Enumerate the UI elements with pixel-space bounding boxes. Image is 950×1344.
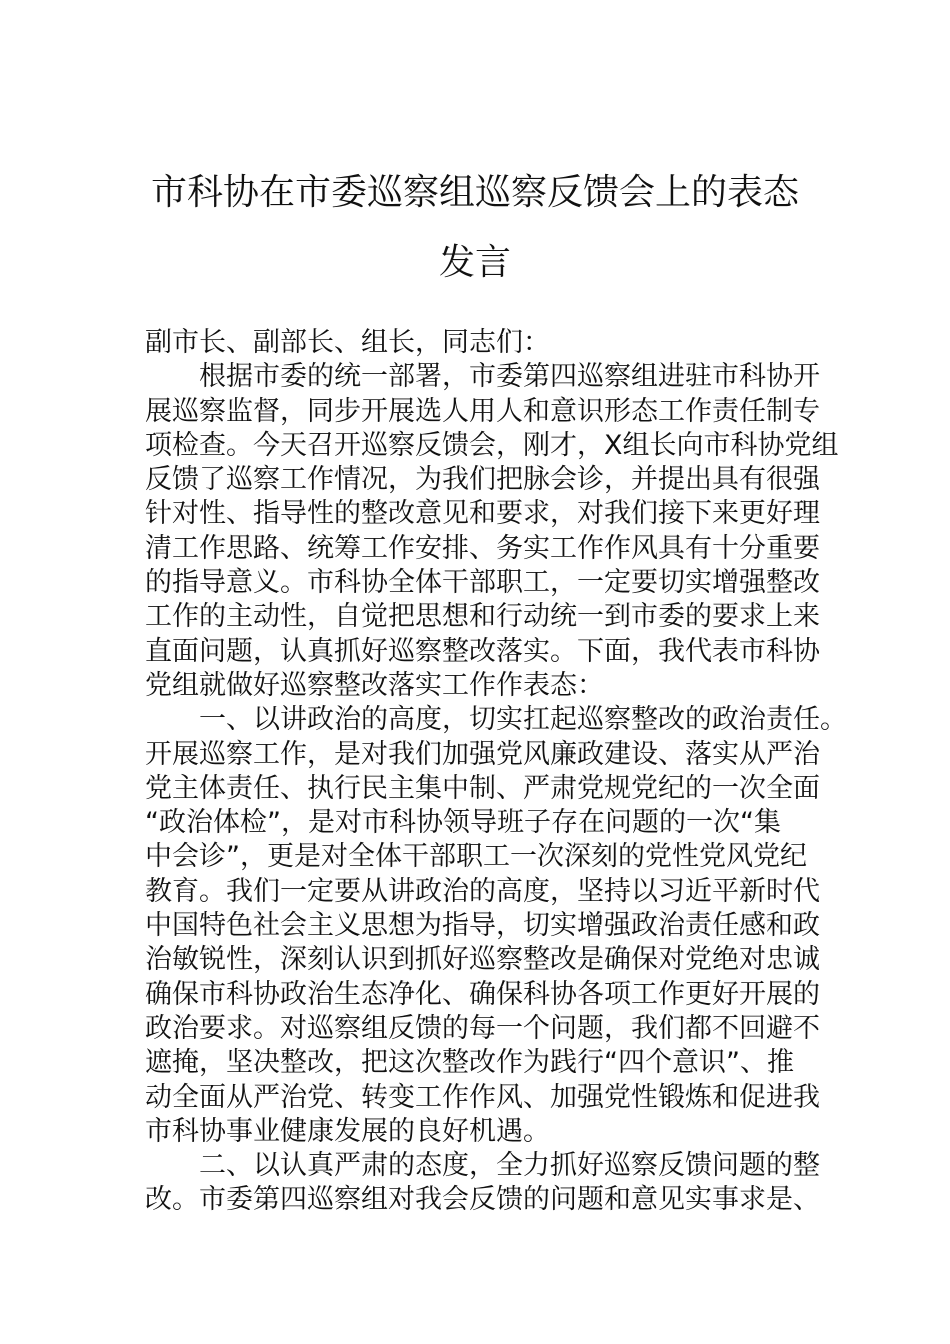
body-line: 市科协事业健康发展的良好机遇。 bbox=[145, 1115, 550, 1147]
body-line: 的指导意义。市科协全体干部职工，一定要切实增强整改 bbox=[145, 567, 820, 599]
body-line: 中会诊”，更是对全体干部职工一次深刻的党性党风党纪 bbox=[145, 841, 807, 873]
body-line: 中国特色社会主义思想为指导，切实增强政治责任感和政 bbox=[145, 910, 820, 942]
body-line: 项检查。今天召开巡察反馈会，刚才，X组长向市科协党组 bbox=[145, 429, 839, 461]
body-line: 确保市科协政治生态净化、确保科协各项工作更好开展的 bbox=[145, 978, 820, 1010]
body-line: 一、以讲政治的高度，切实扛起巡察整改的政治责任。 bbox=[199, 704, 847, 736]
body-line: 直面问题，认真抓好巡察整改落实。下面，我代表市科协 bbox=[145, 635, 820, 667]
body-line: 开展巡察工作，是对我们加强党风廉政建设、落实从严治 bbox=[145, 738, 820, 770]
body-line: 治敏锐性，深刻认识到抓好巡察整改是确保对党绝对忠诚 bbox=[145, 944, 820, 976]
body-line: 副市长、副部长、组长，同志们： bbox=[145, 327, 550, 358]
body-line: 工作的主动性，自觉把思想和行动统一到市委的要求上来 bbox=[145, 601, 820, 633]
body-line: 清工作思路、统筹工作安排、务实工作作风具有十分重要 bbox=[145, 532, 820, 564]
body-line: 党组就做好巡察整改落实工作作表态： bbox=[145, 669, 604, 701]
body-line: 展巡察监督，同步开展选人用人和意识形态工作责任制专 bbox=[145, 395, 820, 427]
body-line: 党主体责任、执行民主集中制、严肃党规党纪的一次全面 bbox=[145, 772, 820, 804]
body-line: 遮掩，坚决整改，把这次整改作为践行“四个意识”、推 bbox=[145, 1047, 794, 1079]
body-line: 反馈了巡察工作情况，为我们把脉会诊，并提出具有很强 bbox=[145, 464, 820, 496]
body-line: 改。市委第四巡察组对我会反馈的问题和意见实事求是、 bbox=[145, 1184, 820, 1216]
body-line: 根据市委的统一部署，市委第四巡察组进驻市科协开 bbox=[199, 361, 820, 393]
body-line: 政治要求。对巡察组反馈的每一个问题，我们都不回避不 bbox=[145, 1012, 820, 1044]
body-line: 二、以认真严肃的态度，全力抓好巡察反馈问题的整 bbox=[199, 1150, 820, 1182]
body-line: “政治体检”，是对市科协领导班子存在问题的一次“集 bbox=[145, 807, 781, 839]
document-title: 市科协在市委巡察组巡察反馈会上的表态发言 bbox=[150, 172, 799, 283]
body-line: 教育。我们一定要从讲政治的高度，坚持以习近平新时代 bbox=[145, 875, 820, 907]
body-line: 针对性、指导性的整改意见和要求，对我们接下来更好理 bbox=[145, 498, 820, 530]
document-body bbox=[145, 326, 847, 1218]
body-line: 动全面从严治党、转变工作作风、加强党性锻炼和促进我 bbox=[145, 1081, 820, 1113]
